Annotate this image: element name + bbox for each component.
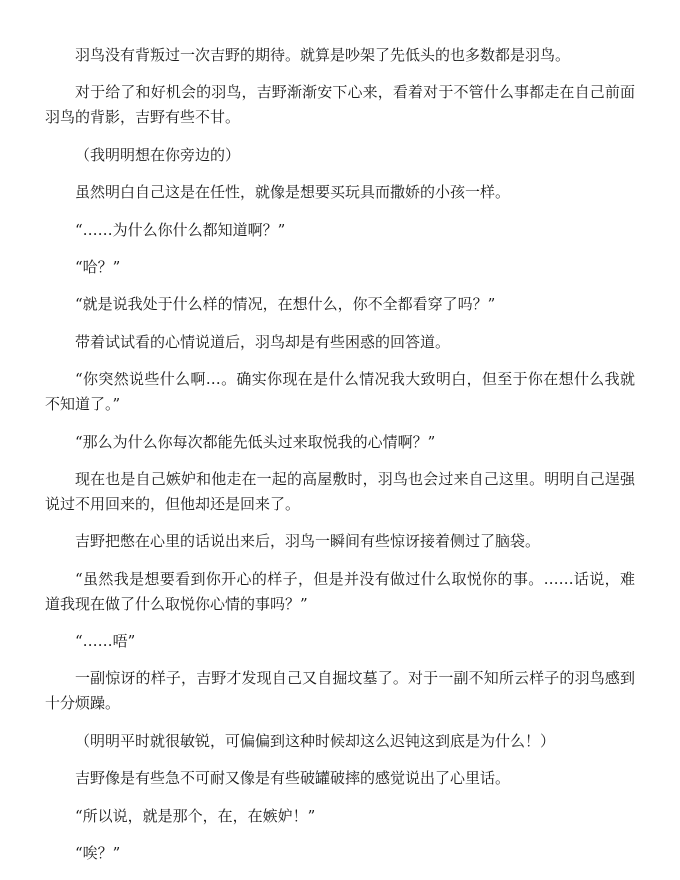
dialogue-line: “……为什么你什么都知道啊？”	[75, 220, 286, 239]
dialogue-line: “虽然我是想要看到你开心的样子，但是并没有做过什么取悦你的事。……话说，难道我现在做了什么取悦你心情的事吗？”	[45, 569, 635, 613]
paragraph: 一副惊讶的样子，吉野才发现自己又自掘坟墓了。对于一副不知所云样子的羽鸟感到十分烦躁。	[45, 669, 635, 713]
paragraph: （明明平时就很敏锐，可偏偏到这种时候却这么迟钝这到底是为什么！）	[75, 731, 556, 750]
paragraph: 现在也是自己嫉妒和他走在一起的高屋敷时，羽鸟也会过来自己这里。明明自己逞强说过不用回来的，但他却还是回来了。	[45, 469, 635, 513]
dialogue-line: “你突然说些什么啊…。确实你现在是什么情况我大致明白，但至于你在想什么我就不知道了。”	[45, 370, 635, 414]
paragraph: 吉野把憋在心里的话说出来后，羽鸟一瞬间有些惊讶接着侧过了脑袋。	[75, 532, 541, 551]
paragraph: 羽鸟没有背叛过一次吉野的期待。就算是吵架了先低头的也多数都是羽鸟。	[75, 46, 571, 64]
dialogue-line: “所以说，就是那个，在，在嫉妒！”	[75, 806, 316, 825]
paragraph: 带着试试看的心情说道后，羽鸟却是有些困惑的回答道。	[75, 332, 451, 351]
paragraph: 吉野像是有些急不可耐又像是有些破罐破摔的感觉说出了心里话。	[75, 769, 511, 788]
paragraph: 虽然明白自己这是在任性，就像是想要买玩具而撒娇的小孩一样。	[75, 183, 511, 202]
paragraph: （我明明想在你旁边的）	[75, 145, 241, 164]
dialogue-line: “就是说我处于什么样的情况，在想什么，你不全都看穿了吗？”	[75, 295, 496, 314]
document-body	[45, 43, 635, 878]
dialogue-line: “哈？”	[75, 257, 121, 276]
dialogue-line: “唉？”	[75, 844, 121, 863]
paragraph: 对于给了和好机会的羽鸟，吉野渐渐安下心来，看着对于不管什么事都走在自己前面羽鸟的背影，吉野有些不甘。	[45, 83, 635, 127]
dialogue-line: “那么为什么你每次都能先低头过来取悦我的心情啊？”	[75, 432, 436, 451]
dialogue-line: “……唔”	[75, 632, 136, 651]
